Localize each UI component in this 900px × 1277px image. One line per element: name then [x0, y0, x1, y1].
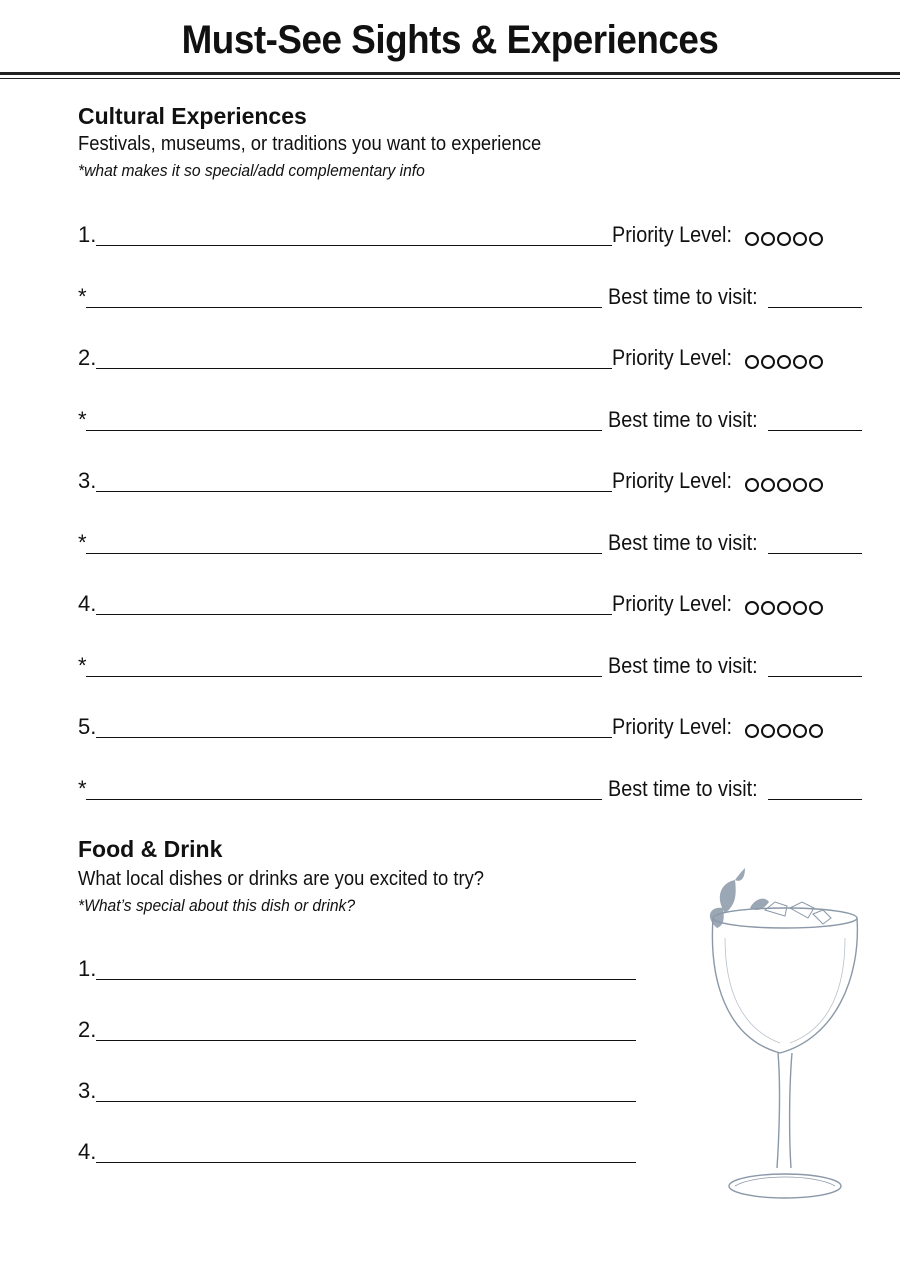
- item-number: 2.: [78, 345, 97, 370]
- cultural-item-row: [78, 585, 838, 615]
- cultural-detail-row: [78, 278, 864, 308]
- detail-marker: *: [78, 776, 87, 801]
- item-number: 3.: [78, 468, 97, 493]
- priority-circle-icon[interactable]: [745, 232, 759, 246]
- best-time-label: Best time to visit:: [608, 284, 758, 309]
- detail-entry-line[interactable]: [86, 553, 602, 554]
- priority-circle-icon[interactable]: [793, 478, 807, 492]
- cultural-detail-row: [78, 647, 864, 677]
- food-note: *What’s special about this dish or drink?: [78, 896, 356, 915]
- detail-marker: *: [78, 653, 87, 678]
- food-item-row: [78, 1072, 638, 1102]
- priority-circle-icon[interactable]: [761, 232, 775, 246]
- priority-circle-icon[interactable]: [793, 232, 807, 246]
- food-entry-line[interactable]: [96, 1101, 636, 1102]
- detail-entry-line[interactable]: [86, 676, 602, 677]
- item-number: 5.: [78, 714, 97, 739]
- priority-circle-icon[interactable]: [745, 724, 759, 738]
- priority-circle-icon[interactable]: [809, 355, 823, 369]
- cultural-item-row: [78, 216, 838, 246]
- food-entry-line[interactable]: [96, 1162, 636, 1163]
- priority-circle-icon[interactable]: [793, 724, 807, 738]
- best-time-line[interactable]: [768, 799, 862, 800]
- cultural-item-row: [78, 339, 838, 369]
- priority-rating[interactable]: [745, 355, 823, 369]
- priority-circle-icon[interactable]: [761, 355, 775, 369]
- detail-marker: *: [78, 530, 87, 555]
- title-rule-thick: [0, 72, 900, 75]
- priority-label: Priority Level:: [612, 345, 732, 370]
- priority-circle-icon[interactable]: [777, 601, 791, 615]
- item-entry-line[interactable]: [96, 245, 612, 246]
- priority-circle-icon[interactable]: [777, 478, 791, 492]
- priority-label: Priority Level:: [612, 222, 732, 247]
- cultural-note: *what makes it so special/add complementary info: [78, 161, 425, 180]
- page-title: Must-See Sights & Experiences: [181, 18, 719, 62]
- best-time-label: Best time to visit:: [608, 653, 758, 678]
- item-entry-line[interactable]: [96, 737, 612, 738]
- detail-marker: *: [78, 284, 87, 309]
- priority-rating[interactable]: [745, 478, 823, 492]
- item-number: 4.: [78, 591, 97, 616]
- priority-rating[interactable]: [745, 232, 823, 246]
- item-number: 2.: [78, 1017, 97, 1042]
- best-time-line[interactable]: [768, 430, 862, 431]
- food-item-row: [78, 1133, 638, 1163]
- detail-entry-line[interactable]: [86, 430, 602, 431]
- priority-circle-icon[interactable]: [809, 232, 823, 246]
- priority-rating[interactable]: [745, 724, 823, 738]
- priority-circle-icon[interactable]: [809, 724, 823, 738]
- item-entry-line[interactable]: [96, 368, 612, 369]
- priority-circle-icon[interactable]: [809, 478, 823, 492]
- priority-circle-icon[interactable]: [777, 724, 791, 738]
- priority-label: Priority Level:: [612, 714, 732, 739]
- detail-marker: *: [78, 407, 87, 432]
- priority-rating[interactable]: [745, 601, 823, 615]
- cocktail-glass-icon: [695, 868, 865, 1213]
- food-entry-line[interactable]: [96, 1040, 636, 1041]
- best-time-label: Best time to visit:: [608, 530, 758, 555]
- cultural-detail-row: [78, 524, 864, 554]
- cultural-item-row: [78, 708, 838, 738]
- cultural-detail-row: [78, 770, 864, 800]
- item-number: 1.: [78, 222, 97, 247]
- item-number: 4.: [78, 1139, 97, 1164]
- best-time-line[interactable]: [768, 553, 862, 554]
- cultural-item-row: [78, 462, 838, 492]
- food-entry-line[interactable]: [96, 979, 636, 980]
- food-subheading: What local dishes or drinks are you excited to try?: [78, 868, 485, 890]
- priority-circle-icon[interactable]: [777, 232, 791, 246]
- priority-circle-icon[interactable]: [761, 601, 775, 615]
- priority-circle-icon[interactable]: [761, 478, 775, 492]
- title-rule-thin: [0, 78, 900, 79]
- priority-circle-icon[interactable]: [809, 601, 823, 615]
- priority-circle-icon[interactable]: [793, 355, 807, 369]
- priority-label: Priority Level:: [612, 468, 732, 493]
- item-entry-line[interactable]: [96, 614, 612, 615]
- best-time-line[interactable]: [768, 307, 862, 308]
- priority-circle-icon[interactable]: [745, 355, 759, 369]
- priority-circle-icon[interactable]: [793, 601, 807, 615]
- best-time-label: Best time to visit:: [608, 776, 758, 801]
- priority-circle-icon[interactable]: [761, 724, 775, 738]
- priority-circle-icon[interactable]: [777, 355, 791, 369]
- detail-entry-line[interactable]: [86, 799, 602, 800]
- food-item-row: [78, 1011, 638, 1041]
- food-item-row: [78, 950, 638, 980]
- priority-circle-icon[interactable]: [745, 478, 759, 492]
- detail-entry-line[interactable]: [86, 307, 602, 308]
- item-entry-line[interactable]: [96, 491, 612, 492]
- item-number: 3.: [78, 1078, 97, 1103]
- best-time-label: Best time to visit:: [608, 407, 758, 432]
- best-time-line[interactable]: [768, 676, 862, 677]
- cultural-subheading: Festivals, museums, or traditions you want to experience: [78, 133, 542, 155]
- priority-circle-icon[interactable]: [745, 601, 759, 615]
- food-heading: Food & Drink: [78, 836, 223, 862]
- item-number: 1.: [78, 956, 97, 981]
- cultural-detail-row: [78, 401, 864, 431]
- priority-label: Priority Level:: [612, 591, 732, 616]
- cultural-heading: Cultural Experiences: [78, 103, 307, 129]
